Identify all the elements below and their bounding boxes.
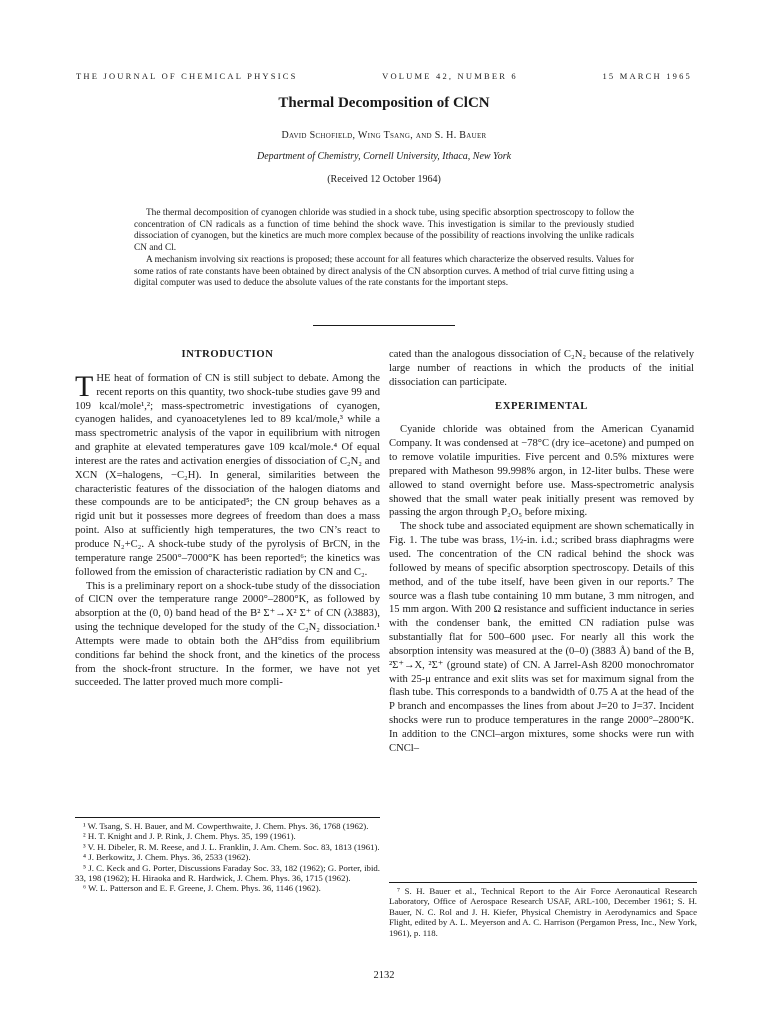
footnotes-right (389, 882, 697, 938)
experimental-paragraph-2: The shock tube and associated equipment are shown schematically in Fig. 1. The tube was brass, 1½-in. i.d.; scribed brass diaphragms were used. The concentration of the CN radical behind the shock was followed by means of specific absorption spectroscopy. Details of this method, and of the tube itself, have been given in our reports.⁷ The source was a flash tube containing 10 mm butane, 3 mm nitrogen, and 15 mm argon. With 200 Ω resistance and sufficient inductance in series with the condenser bank, the emitted CN radiation pulse was substantially flat for 500–600 μsec. For nearly all this work the absorption intensity was measured at the (0–0) (3883 Å) band of the B, ²Σ⁺→X, ²Σ⁺ (ground state) of CN. A Jarrel-Ash 8200 monochromator with 25-μ entrance and exit slits was set for maximum signal from the flash tube. This corresponds to a bandwidth of 0.75 A at the head of the P branch and encompasses the lines from about J=20 to J=37. Incident shocks were run to produce temperatures in the range 2000°–2800°K. In addition to the CNCl–argon mixtures, some shocks were run with CNCl– (389, 521, 694, 754)
article-title: Thermal Decomposition of ClCN (278, 95, 490, 111)
volume-number: VOLUME 42, NUMBER 6 (382, 71, 518, 81)
introduction-heading: INTRODUCTION (181, 349, 274, 360)
experimental-heading: EXPERIMENTAL (495, 400, 588, 412)
intro-paragraph-1 (75, 369, 380, 580)
footnote: ⁶ W. L. Patterson and E. F. Greene, J. Chem. Phys. 36, 1146 (1962). (83, 883, 321, 894)
journal-name: THE JOURNAL OF CHEMICAL PHYSICS (76, 71, 298, 81)
author-affiliation: Department of Chemistry, Cornell University, Ithaca, New York (256, 151, 512, 162)
intro-paragraph-1-text: HE heat of formation of CN is still subject to debate. Among the recent reports on this quantity, two shock-tube studies gave 99 and 109 kcal/mole¹,²; mass-spectrometric investigations of cyanogen, cyanogen halides, and cyanoacetylenes led to 89 kcal/mole,³ while a mass spectrometric analysis of the vapor in equilibrium with nitrogen and graphite at elevated temperatures gave 109 kcal/mole.⁴ Of equal interest are the rates and activation energies of dissociation of C₂N₂ and XCN (X=halogens, −C₂H). In general, similarities between the characteristic features of the dissociation of the halogen diatoms and these compounds are to be anticipated⁵; the CN group behaves as a rigid unit but it possesses more degrees of freedom than does a mass point. Also at sufficiently high temperatures, the two CN’s react to produce N₂+C₂. A shock-tube study of the pyrolysis of BrCN, in the temperature range 2500°–7000°K has been reported⁶; the kinetics was followed from the emission of characteristic radiation by CN and C₂. (75, 372, 380, 578)
left-column (75, 348, 380, 690)
page-number: 2132 (373, 970, 395, 981)
footnote: ⁷ S. H. Bauer et al., Technical Report to the Air Force Aeronautical Research Laboratory, Office of Aerospace Research USAF, ARL-100, December 1961; S. H. Bauer, N. C. Rol and J. H. Kiefer, Physical Chemistry in Aerodynamics and Space Flight, edited by A. L. Meyerson and A. C. Harrison (Pergamon Press, Inc., New York, 1961), p. 118. (389, 886, 697, 938)
section-divider (313, 325, 455, 326)
received-date: (Received 12 October 1964) (327, 174, 441, 185)
right-column (389, 348, 694, 756)
abstract-paragraph: A mechanism involving six reactions is proposed; these account for all features which characterize the observed results. Values for some ratios of rate constants have been obtained by direct analysis of the CN absorption curves. A method of trial curve fitting using a digital computer was used to deduce the absolute values of the rate constants for the important steps. (134, 254, 634, 289)
article-authors: David Schofield, Wing Tsang, and S. H. Bauer (281, 130, 487, 141)
footnote: ³ V. H. Dibeler, R. M. Reese, and J. L. Franklin, J. Am. Chem. Soc. 83, 1813 (1961). (83, 841, 380, 852)
running-head (76, 71, 692, 81)
intro-paragraph-2-continued: cated than the analogous dissociation of C₂N₂ because of the relatively large number of reactions in which the products of the initial dissociation can participate. (389, 349, 694, 388)
footnotes-left (75, 817, 380, 894)
footnote: ⁴ J. Berkowitz, J. Chem. Phys. 36, 2533 (1962). (83, 852, 251, 863)
footnote: ² H. T. Knight and J. P. Rink, J. Chem. Phys. 35, 199 (1961). (83, 831, 296, 842)
footnote: ⁵ J. C. Keck and G. Porter, Discussions Faraday Soc. 33, 182 (1962); G. Porter, ibid. 33, 198 (1962); H. Hiraoka and R. Hardwick, J. Chem. Phys. 36, 1715 (1962). (75, 862, 380, 884)
drop-cap: T (75, 369, 94, 403)
issue-date: 15 MARCH 1965 (602, 71, 692, 81)
experimental-paragraph-1: Cyanide chloride was obtained from the American Cyanamid Company. It was condensed at −78°C (dry ice–acetone) and pumped on to remove volatile impurities. Five percent and 0.5% mixtures were prepared with Matheson 99.998% argon, in 12-liter bulbs. These were allowed to stand overnight before use. Mass-spectrometric analysis showed that the small water peak initially present was removed by passing the argon through P₂O₅ before mixing. (389, 424, 694, 519)
abstract-paragraph: The thermal decomposition of cyanogen chloride was studied in a shock tube, using specific absorption spectroscopy to follow the concentration of CN radicals as a function of time behind the shock wave. This investigation is similar to the previously studied dissociation of cyanogen, but the kinetics are much more complex because of the possibility of reactions involving the unlike radicals CN and Cl. (134, 208, 634, 254)
abstract (134, 208, 634, 290)
footnote: ¹ W. Tsang, S. H. Bauer, and M. Cowperthwaite, J. Chem. Phys. 36, 1768 (1962). (83, 821, 369, 831)
intro-paragraph-2: This is a preliminary report on a shock-tube study of the dissociation of ClCN over the temperature range 2000°–2800°K, as followed by absorption at the (0, 0) band head of the B² Σ⁺→X² Σ⁺ of CN (λ3883), using the technique developed for the study of the C₂N₂ dissociation.¹ Attempts were made to obtain both the ΔH°diss from equilibrium conditions far behind the shock front, and the kinetics of the process from the shock-front structure. In the former, we have not yet succeeded. The latter proved much more compli- (75, 580, 380, 689)
